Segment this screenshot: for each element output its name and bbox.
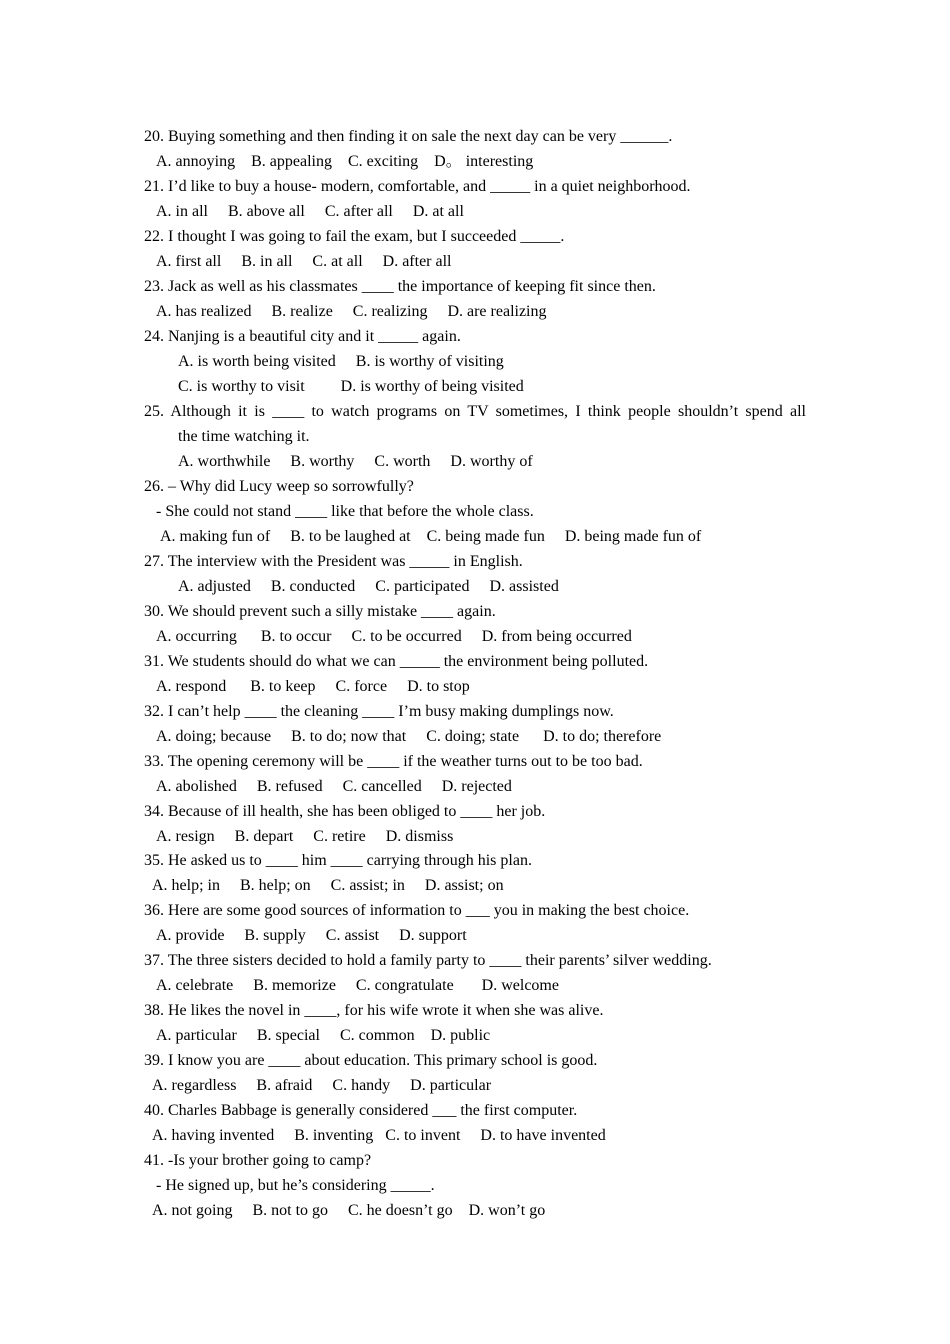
- q37-stem: 37. The three sisters decided to hold a family party to ____ their parents’ silver wedding.: [144, 952, 712, 969]
- q39-options: A. regardless B. afraid C. handy D. particular: [152, 1077, 492, 1094]
- q33-stem: 33. The opening ceremony will be ____ if the weather turns out to be too bad.: [144, 753, 643, 770]
- q36-options: A. provide B. supply C. assist D. support: [156, 927, 467, 944]
- q26-reply: - She could not stand ____ like that before the whole class.: [156, 503, 534, 520]
- q37-options: A. celebrate B. memorize C. congratulate D. welcome: [156, 977, 559, 994]
- q24-options-1: A. is worth being visited B. is worthy of visiting: [178, 353, 504, 370]
- q26-stem: 26. – Why did Lucy weep so sorrowfully?: [144, 478, 414, 495]
- q23-options: A. has realized B. realize C. realizing D. are realizing: [156, 303, 547, 320]
- q25-stem-continued: the time watching it.: [178, 428, 310, 445]
- q24-options-2: C. is worthy to visit D. is worthy of being visited: [178, 378, 524, 395]
- q21-stem: 21. I’d like to buy a house- modern, comfortable, and _____ in a quiet neighborhood.: [144, 178, 691, 195]
- q34-stem: 34. Because of ill health, she has been obliged to ____ her job.: [144, 803, 546, 820]
- q35-options: A. help; in B. help; on C. assist; in D. assist; on: [152, 877, 504, 894]
- q20-stem: 20. Buying something and then finding it on sale the next day can be very ______.: [144, 128, 673, 145]
- q39-stem: 39. I know you are ____ about education. This primary school is good.: [144, 1052, 598, 1069]
- q26-options: A. making fun of B. to be laughed at C. being made fun D. being made fun of: [160, 528, 702, 545]
- q24-stem: 24. Nanjing is a beautiful city and it _____ again.: [144, 328, 461, 345]
- q38-options: A. particular B. special C. common D. public: [156, 1027, 491, 1044]
- q34-options: A. resign B. depart C. retire D. dismiss: [156, 828, 454, 845]
- q23-stem: 23. Jack as well as his classmates ____ the importance of keeping fit since then.: [144, 278, 656, 295]
- q30-options: A. occurring B. to occur C. to be occurred D. from being occurred: [156, 628, 632, 645]
- q25-options: A. worthwhile B. worthy C. worth D. worthy of: [178, 453, 533, 470]
- q22-options: A. first all B. in all C. at all D. after all: [156, 253, 452, 270]
- q40-options: A. having invented B. inventing C. to invent D. to have invented: [152, 1127, 606, 1144]
- q32-options: A. doing; because B. to do; now that C. doing; state D. to do; therefore: [156, 728, 662, 745]
- q41-stem: 41. -Is your brother going to camp?: [144, 1152, 372, 1169]
- q30-stem: 30. We should prevent such a silly mistake ____ again.: [144, 603, 496, 620]
- q27-options: A. adjusted B. conducted C. participated D. assisted: [178, 578, 559, 595]
- q40-stem: 40. Charles Babbage is generally considered ___ the first computer.: [144, 1102, 578, 1119]
- q41-options: A. not going B. not to go C. he doesn’t go D. won’t go: [152, 1202, 546, 1219]
- q25-stem: 25. Although it is ____ to watch programs on TV sometimes, I think people shouldn’t spend all: [144, 403, 806, 420]
- q22-stem: 22. I thought I was going to fail the exam, but I succeeded _____.: [144, 228, 565, 245]
- q33-options: A. abolished B. refused C. cancelled D. rejected: [156, 778, 512, 795]
- q36-stem: 36. Here are some good sources of information to ___ you in making the best choice.: [144, 902, 690, 919]
- q31-stem: 31. We students should do what we can _____ the environment being polluted.: [144, 653, 649, 670]
- q31-options: A. respond B. to keep C. force D. to stop: [156, 678, 470, 695]
- q35-stem: 35. He asked us to ____ him ____ carrying through his plan.: [144, 852, 532, 869]
- q41-reply: - He signed up, but he’s considering _____.: [156, 1177, 435, 1194]
- q20-options: A. annoying B. appealing C. exciting D。 interesting: [156, 153, 534, 170]
- q21-options: A. in all B. above all C. after all D. at all: [156, 203, 464, 220]
- q32-stem: 32. I can’t help ____ the cleaning ____ I’m busy making dumplings now.: [144, 703, 614, 720]
- q38-stem: 38. He likes the novel in ____, for his wife wrote it when she was alive.: [144, 1002, 604, 1019]
- q27-stem: 27. The interview with the President was _____ in English.: [144, 553, 523, 570]
